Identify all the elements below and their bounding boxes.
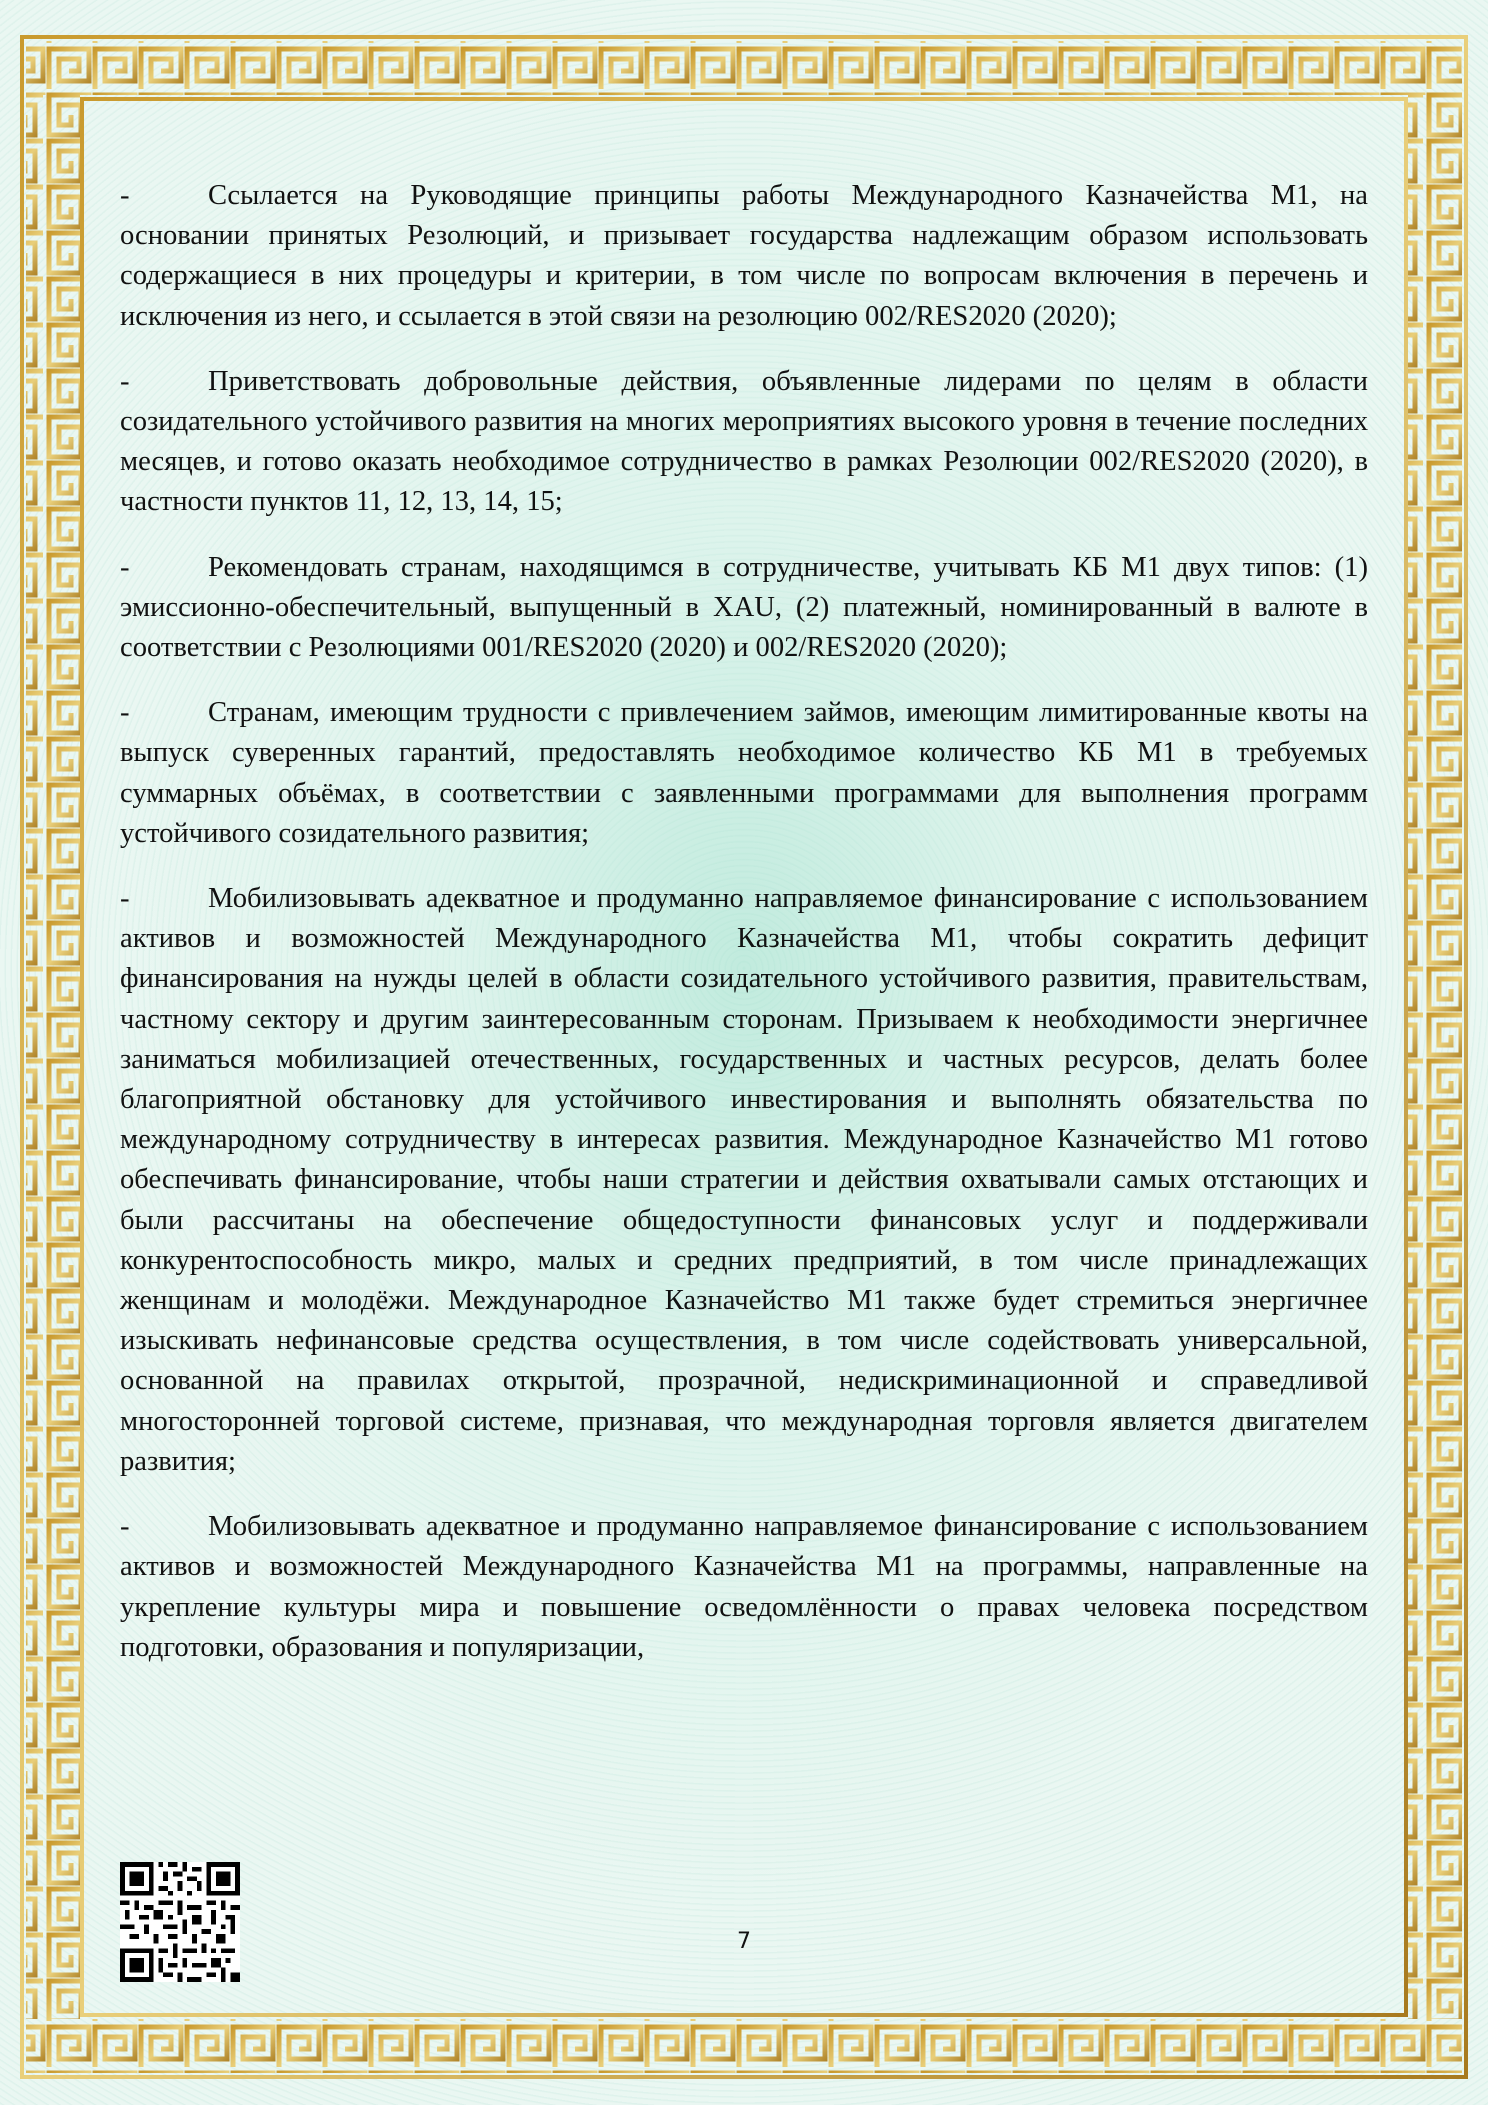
bullet-dash: -: [120, 1511, 130, 1543]
paragraph-text: Мобилизовывать адекватное и продуманно направляемое финансирование с использованием активов и возможностей Международного Казначейства М1, чтобы сократить дефицит финансирования на нужды целей в области созидательного устойчивого развития, правительствам, частному сектору и другим заинтересованным сторонам. Призываем к необходимости энергичнее заниматься мобилизацией отечественных, государственных и частных ресурсов, делать более благоприятной обстановку для устойчивого инвестирования и выполнять обязательства по международному сотрудничеству в интересах развития. Международное Казначейство М1 готово обеспечивать финансирование, чтобы наши стратегии и действия охватывали самых отстающих и были рассчитаны на обеспечение общедоступности финансовых услуг и поддерживали конкурентоспособность микро, малых и средних предприятий, в том числе принадлежащих женщинам и молодёжи. Международное Казначейство М1 также будет стремиться энергичнее изыскивать нефинансовые средства осуществления, в том числе содействовать универсальной, основанной на правилах открытой, прозрачной, недискриминационной и справедливой многосторонней торговой системе, признавая, что международная торговля является двигателем развития;: [120, 883, 1368, 1477]
paragraph-text: Рекомендовать странам, находящимся в сотрудничестве, учитывать КБ М1 двух типов: (1) эмиссионно-обеспечительный, выпущенный в XAU, (2) платежный, номинированный в валюте в соответствии с Резолюциями 001/RES2020 (2020) и 002/RES2020 (2020);: [120, 551, 1368, 664]
paragraph-1: [120, 176, 1368, 337]
paragraph-text: Странам, имеющим трудности с привлечением займов, имеющим лимитированные квоты на выпуск суверенных гарантий, предоставлять необходимое количество КБ М1 в требуемых суммарных объёмах, в соответствии с заявленными программами для выполнения программ устойчивого созидательного развития;: [120, 697, 1368, 849]
bullet-dash: -: [120, 697, 130, 729]
paragraph-4: [120, 693, 1368, 854]
qr-code-icon: [120, 1862, 240, 1982]
paragraph-text: Приветствовать добровольные действия, объявленные лидерами по целям в области созидательного устойчивого развития на многих мероприятиях высокого уровня в течение последних месяцев, и готово оказать необходимое сотрудничество в рамках Резолюции 002/RES2020 (2020), в частности пунктов 11, 12, 13, 14, 15;: [120, 365, 1368, 518]
bullet-dash: -: [120, 883, 130, 915]
paragraph-3: [120, 548, 1368, 669]
paragraph-text: Мобилизовывать адекватное и продуманно направляемое финансирование с использованием активов и возможностей Международного Казначейства М1 на программы, направленные на укрепление культуры мира и повышение осведомлённости о правах человека посредством подготовки, образования и популяризации,: [120, 1511, 1368, 1663]
page-number: 7: [737, 1929, 751, 1954]
paragraph-text: Ссылается на Руководящие принципы работы Международного Казначейства М1, на основании принятых Резолюций, и призывает государства надлежащим образом использовать содержащиеся в них процедуры и критерии, в том числе по вопросам включения в перечень и исключения из него, и ссылается в этой связи на резолюцию 002/RES2020 (2020);: [120, 180, 1368, 332]
bullet-dash: -: [120, 365, 130, 397]
bullet-dash: -: [120, 180, 130, 211]
document-body: [120, 176, 1368, 1693]
paragraph-2: [120, 362, 1368, 523]
paragraph-5: [120, 879, 1368, 1482]
paragraph-6: [120, 1507, 1368, 1668]
bullet-dash: -: [120, 551, 130, 583]
